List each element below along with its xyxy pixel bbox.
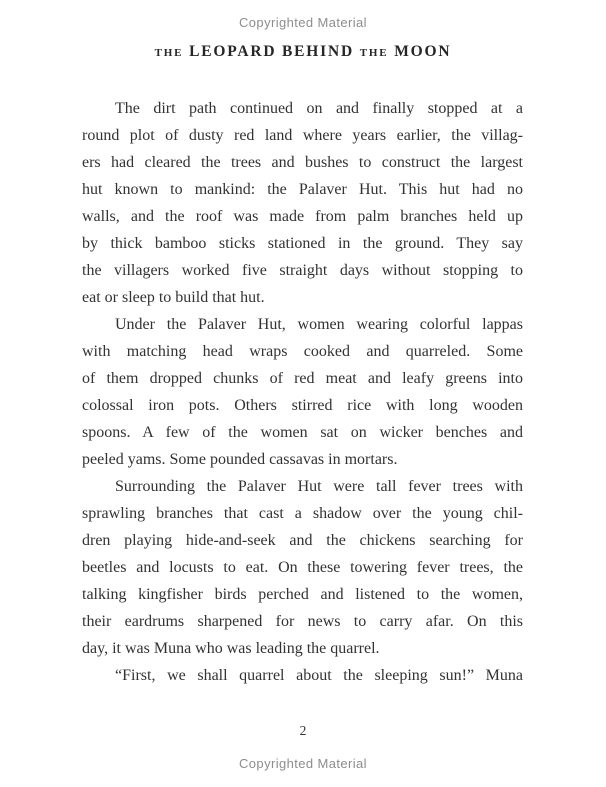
text-line: hut known to mankind: the Palaver Hut. This hut had no: [82, 181, 523, 198]
text-line: day, it was Muna who was leading the quarrel.: [82, 640, 380, 657]
text-line: Surrounding the Palaver Hut were tall fever trees with: [115, 478, 523, 495]
body-text: [82, 95, 523, 689]
text-line: by thick bamboo sticks stationed in the ground. They say: [82, 235, 523, 252]
text-line: with matching head wraps cooked and quarreled. Some: [82, 343, 523, 360]
text-line: talking kingfisher birds perched and listened to the women,: [82, 586, 523, 603]
text-line: beetles and locusts to eat. On these towering fever trees, the: [82, 559, 523, 576]
paragraph: [82, 311, 523, 473]
text-line: Under the Palaver Hut, women wearing colorful lappas: [115, 316, 523, 333]
copyright-notice-bottom: Copyrighted Material: [239, 756, 367, 771]
text-line: walls, and the roof was made from palm branches held up: [82, 208, 523, 225]
text-line: colossal iron pots. Others stirred rice with long wooden: [82, 397, 523, 414]
text-line: spoons. A few of the women sat on wicker benches and: [82, 424, 523, 441]
text-line: The dirt path continued on and finally stopped at a: [115, 100, 523, 117]
running-head-word: LEOPARD BEHIND: [189, 43, 354, 60]
running-head-word: THE: [154, 47, 184, 59]
text-line: ers had cleared the trees and bushes to construct the largest: [82, 154, 523, 171]
running-head-word: THE: [359, 47, 389, 59]
text-line: the villagers worked five straight days without stopping to: [82, 262, 523, 279]
text-line: dren playing hide-and-seek and the chickens searching for: [82, 532, 523, 549]
running-head-title: [0, 43, 606, 61]
text-line: their eardrums sharpened for news to carry afar. On this: [82, 613, 523, 630]
text-line: round plot of dusty red land where years earlier, the villag-: [82, 127, 523, 144]
page-number: 2: [299, 723, 307, 738]
text-line: eat or sleep to build that hut.: [82, 289, 265, 306]
text-line: peeled yams. Some pounded cassavas in mortars.: [82, 451, 398, 468]
copyright-notice-top: Copyrighted Material: [239, 15, 367, 30]
text-line: of them dropped chunks of red meat and leafy greens into: [82, 370, 523, 387]
paragraph: [82, 473, 523, 662]
text-line: “First, we shall quarrel about the sleeping sun!” Muna: [115, 667, 523, 684]
text-line: sprawling branches that cast a shadow over the young chil-: [82, 505, 523, 522]
running-head-word: MOON: [394, 43, 452, 60]
paragraph: [82, 662, 523, 689]
paragraph: [82, 95, 523, 311]
